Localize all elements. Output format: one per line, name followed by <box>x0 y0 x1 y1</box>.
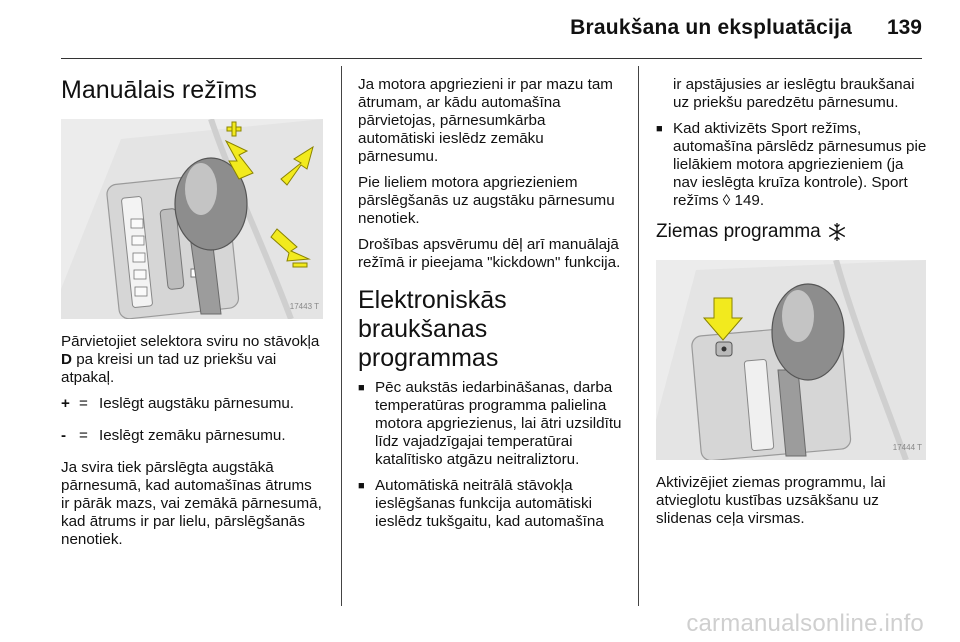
definition-equals: = <box>79 395 88 412</box>
intro-text-2: pa kreisi un tad uz priekšu vai atpakaļ. <box>61 351 277 386</box>
column-1 <box>61 76 323 557</box>
running-header: Braukšana un ekspluatācija <box>570 16 852 39</box>
definition-row <box>61 395 323 413</box>
list-item-text: Pēc aukstās iedarbināšanas, darba temperatūras programma palielina motora apgriezienus, lai ātri uzsildītu līdz vajadzīgajai temperatūrai katalītisko atgāzu neitraliztoru. <box>375 379 622 468</box>
winter-button-illustration <box>656 260 926 460</box>
intro-position-d: D <box>61 351 72 368</box>
column-divider-1 <box>341 66 342 606</box>
header-divider <box>61 58 922 59</box>
definition-text: Ieslēgt zemāku pārnesumu. <box>99 427 286 444</box>
downshift-paragraph: Ja motora apgriezieni ir par mazu tam ātrumam, ar kādu automašīna pārvietojas, pārnesumkārba automātiski ieslēdz zemāku pārnesumu. <box>358 76 613 165</box>
page-number: 139 <box>886 16 922 39</box>
list-item <box>358 477 624 531</box>
gear-selector-figure-manual <box>61 119 323 319</box>
sport-mode-list <box>656 120 928 210</box>
list-item <box>656 120 928 210</box>
bullet-marker: ■ <box>656 123 663 135</box>
section-heading-manual-mode: Manuālais režīms <box>61 76 257 104</box>
definition-row <box>61 427 323 445</box>
gear-selector-illustration <box>61 119 323 319</box>
shift-limit-paragraph: Ja svira tiek pārslēgta augstākā pārnesumā, kad automašīnas ātrums ir pārāk mazs, vai zemākā pārnesumā, kad ātrums ir par lielu, pārslēgšanās nenotiek. <box>61 459 322 548</box>
section-heading-winter-program <box>656 220 928 244</box>
definition-text: Ieslēgt augstāku pārnesumu. <box>99 395 295 412</box>
gear-selector-figure-winter <box>656 260 926 460</box>
list-item-text: Automātiskā neitrālā stāvokļa ieslēgšanas funkcija automātiski ieslēdz tukšgaitu, kad automašīna <box>375 477 604 530</box>
bullet-marker: ■ <box>358 382 365 394</box>
kickdown-paragraph: Drošības apsvērumu dēļ arī manuālajā režīmā ir pieejama "kickdown" funkcija. <box>358 236 621 271</box>
section-heading-electronic-programs: Elektroniskās braukšanas programmas <box>358 286 507 372</box>
definition-symbol: + <box>61 395 70 412</box>
column-divider-2 <box>638 66 639 606</box>
column-2 <box>358 76 624 539</box>
continuation-text: ir apstājusies ar ieslēgtu braukšanai uz priekšu paredzētu pārnesumu. <box>673 76 915 111</box>
electronic-programs-list <box>358 379 624 531</box>
list-item <box>358 379 624 469</box>
intro-text-1: Pārvietojiet selektora sviru no stāvokļa <box>61 333 320 350</box>
figure-code: 17443 T <box>289 302 319 311</box>
column-3 <box>656 76 928 536</box>
definition-symbol: - <box>61 427 67 444</box>
definition-equals: = <box>79 427 88 444</box>
figure-code: 17444 T <box>892 443 922 452</box>
winter-program-title: Ziemas programma <box>656 221 821 242</box>
list-item-text: Kad aktivizēts Sport režīms, automašīna pārslēdz pārnesumus pie lielākiem motora apgriezieniem (ja nav ieslēgta kruīza kontrole). Sport režīms ◊ 149. <box>673 120 927 209</box>
snowflake-icon <box>827 222 847 242</box>
intro-paragraph <box>61 333 323 387</box>
winter-program-paragraph: Aktivizējiet ziemas programmu, lai atvieglotu kustības uzsākšanu uz slidenas ceļa virsmas. <box>656 474 886 527</box>
shift-definitions <box>61 395 323 445</box>
high-rpm-paragraph: Pie lieliem motora apgriezieniem pārslēgšanās uz augstāku pārnesumu nenotiek. <box>358 174 615 227</box>
bullet-marker: ■ <box>358 480 365 492</box>
watermark: carmanualsonline.info <box>686 610 924 637</box>
